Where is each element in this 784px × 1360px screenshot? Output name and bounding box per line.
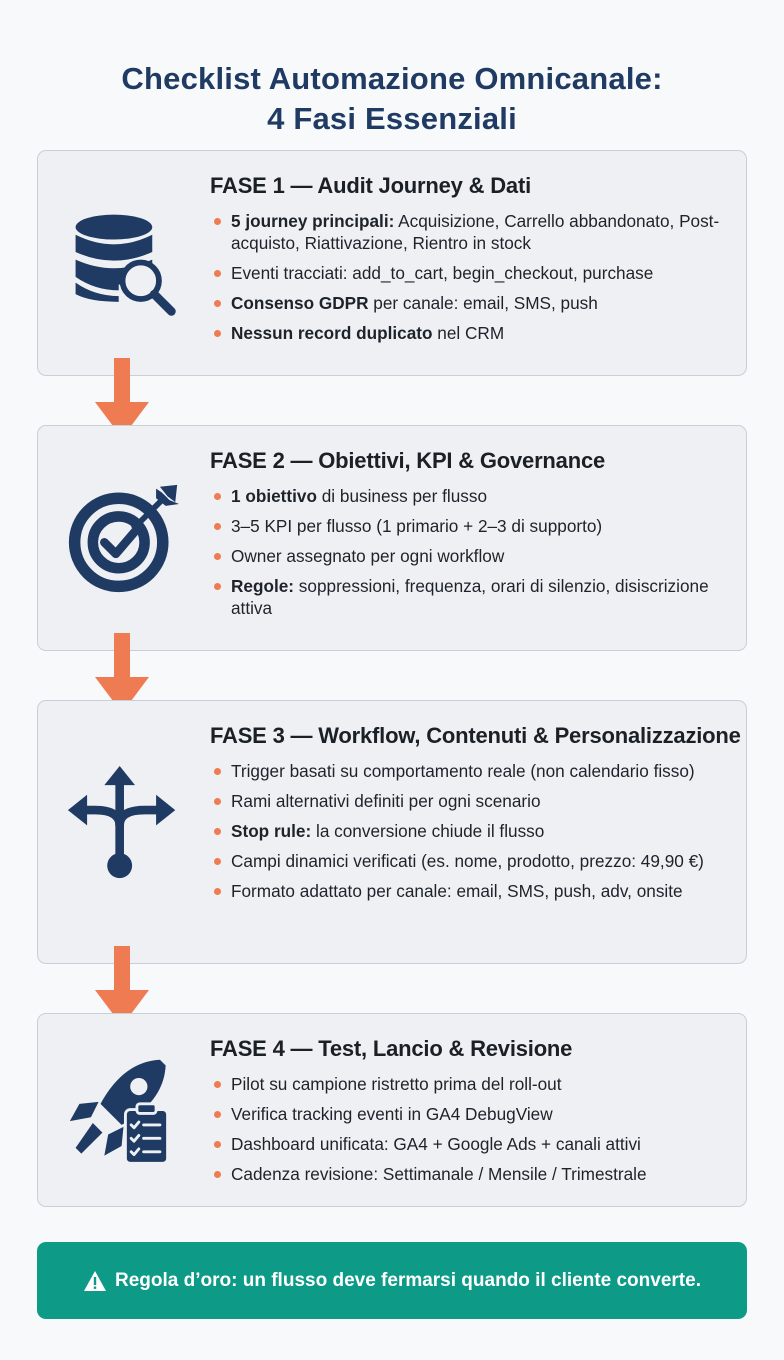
- phase-3-heading: FASE 3 — Workflow, Contenuti & Personalizzazione: [210, 723, 741, 748]
- branching-arrows-icon: [66, 766, 181, 881]
- list-item: Cadenza revisione: Settimanale / Mensile / Trimestrale: [210, 1163, 738, 1185]
- phase-1-content: [210, 173, 738, 352]
- phase-1-card: [37, 150, 747, 376]
- database-search-icon: [66, 206, 181, 321]
- list-item: Trigger basati su comportamento reale (non calendario fisso): [210, 760, 738, 782]
- list-item: Formato adattato per canale: email, SMS, push, adv, onsite: [210, 880, 738, 902]
- phase-4-heading: FASE 4 — Test, Lancio & Revisione: [210, 1036, 573, 1061]
- title-line-1: Checklist Automazione Omnicanale:: [121, 60, 663, 96]
- list-item: Stop rule: la conversione chiude il flusso: [210, 820, 738, 842]
- golden-rule-text: Regola d’oro: un flusso deve fermarsi quando il cliente converte.: [115, 1269, 701, 1291]
- phase-1-heading: FASE 1 — Audit Journey & Dati: [210, 173, 531, 198]
- phase-4-list: [210, 1073, 738, 1185]
- list-item: Pilot su campione ristretto prima del roll-out: [210, 1073, 738, 1095]
- list-item: Eventi tracciati: add_to_cart, begin_checkout, purchase: [210, 262, 738, 284]
- list-item: 1 obiettivo di business per flusso: [210, 485, 738, 507]
- phase-3-content: [210, 723, 741, 910]
- target-check-icon: [66, 481, 181, 596]
- phase-4-card: [37, 1013, 747, 1207]
- list-item: 5 journey principali: Acquisizione, Carrello abbandonato, Post-acquisto, Riattivazione, Rientro in stock: [210, 210, 738, 254]
- rocket-clipboard-icon: [66, 1054, 181, 1169]
- list-item: Verifica tracking eventi in GA4 DebugView: [210, 1103, 738, 1125]
- phase-2-list: [210, 485, 738, 619]
- list-item: Owner assegnato per ogni workflow: [210, 545, 738, 567]
- phase-2-heading: FASE 2 — Obiettivi, KPI & Governance: [210, 448, 606, 473]
- list-item: Campi dinamici verificati (es. nome, prodotto, prezzo: 49,90 €): [210, 850, 738, 872]
- phase-4-content: [210, 1036, 738, 1193]
- list-item: Dashboard unificata: GA4 + Google Ads + canali attivi: [210, 1133, 738, 1155]
- list-item: Rami alternativi definiti per ogni scenario: [210, 790, 738, 812]
- phase-3-card: [37, 700, 747, 964]
- list-item: 3–5 KPI per flusso (1 primario + 2–3 di supporto): [210, 515, 738, 537]
- phase-2-content: [210, 448, 738, 627]
- phase-2-card: [37, 425, 747, 651]
- list-item: Regole: soppressioni, frequenza, orari di silenzio, disiscrizione attiva: [210, 575, 738, 619]
- title-line-2: 4 Fasi Essenziali: [267, 100, 517, 136]
- list-item: Consenso GDPR per canale: email, SMS, push: [210, 292, 738, 314]
- phase-1-list: [210, 210, 738, 344]
- page-title: [0, 59, 784, 139]
- list-item: Nessun record duplicato nel CRM: [210, 322, 738, 344]
- golden-rule-banner: [37, 1242, 747, 1319]
- phase-3-list: [210, 760, 738, 902]
- warning-icon: [83, 1270, 107, 1292]
